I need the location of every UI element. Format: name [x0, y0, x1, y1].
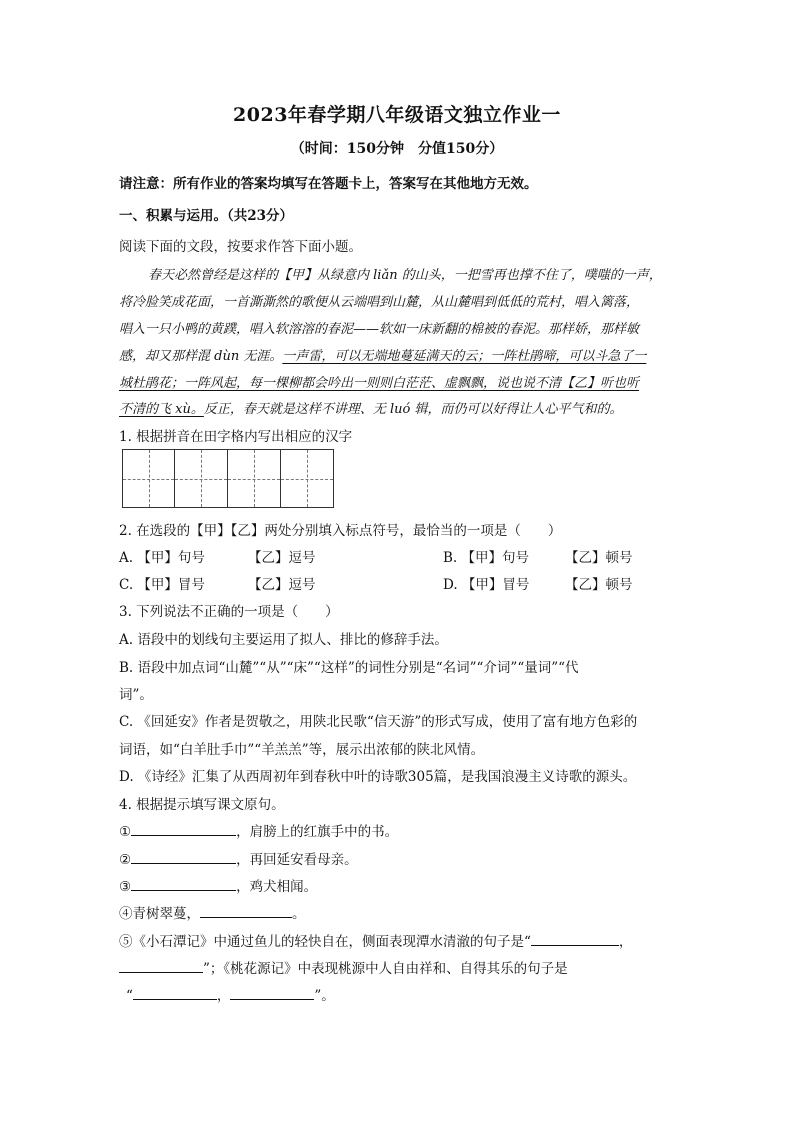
question-4: 4. 根据提示填写课文原句。: [119, 797, 285, 813]
instruction: 阅读下面的文段，按要求作答下面小题。: [119, 239, 362, 255]
q3-option-d[interactable]: D. 《诗经》汇集了从西周初年到春秋中叶的诗歌305篇，是我国浪漫主义诗歌的源头。: [119, 769, 637, 785]
q3-option-b-cont: 词”。: [119, 687, 153, 703]
q4-item-text: ④青树翠蔓，: [119, 906, 200, 922]
q4-item-text: ⑤《小石潭记》中通过鱼儿的轻快自在，侧面表现潭水清澈的句子是“: [119, 934, 531, 950]
passage-text: 反正，春天就是这样不讲理、无 luó 辑，而仍可以好得让人心平气和的。: [203, 402, 623, 417]
passage-text: 感，却又那样混 dùn 无涯。: [119, 349, 283, 364]
q4-item-5-cont: [119, 957, 568, 977]
q2-option-a-2: 【乙】逗号: [248, 550, 316, 566]
answer-blank[interactable]: [200, 903, 292, 918]
q2-option-c-2: 【乙】逗号: [248, 577, 316, 593]
answer-blank[interactable]: [230, 985, 314, 1000]
answer-blank[interactable]: [131, 849, 236, 864]
q3-option-c[interactable]: C. 《回延安》作者是贺敬之，用陕北民歌“信天游”的形式写成，使用了富有地方色彩的: [119, 714, 638, 730]
q4-item-5: [119, 930, 632, 950]
q4-item-text: ，肩膀上的红旗手中的书。: [236, 824, 399, 840]
page-title: 2023年春学期八年级语文独立作业一: [233, 104, 561, 126]
q4-item-3: ③ ，鸡犬相闻。: [119, 875, 317, 895]
q3-option-c-cont: 词语，如“白羊肚手巾”“羊羔羔”等，展示出浓郁的陕北风情。: [119, 742, 485, 758]
q4-item-2: ② ，再回延安看母亲。: [119, 848, 358, 868]
q4-item-5-end: [126, 984, 335, 1004]
tianzige-cell[interactable]: [122, 449, 175, 508]
q4-item-text: ，鸡犬相闻。: [236, 879, 318, 895]
q2-option-b[interactable]: B. 【甲】句号: [443, 550, 530, 566]
underlined-sentence-end: 不清的飞 xù。: [119, 402, 204, 417]
q2-option-a[interactable]: A. 【甲】句号: [119, 550, 205, 566]
passage-line-2: 将冷脸笑成花面，一首澌澌然的歌便从云端唱到山麓，从山麓唱到低低的荒村，唱入篱落，: [119, 295, 640, 310]
q2-option-b-2: 【乙】顿号: [565, 550, 633, 566]
tianzige-cell[interactable]: [228, 449, 281, 508]
answer-blank[interactable]: [131, 876, 236, 891]
tianzige-grid: [122, 449, 334, 508]
q2-option-c[interactable]: C. 【甲】冒号: [119, 577, 205, 593]
q4-item-4: [119, 902, 306, 922]
passage-line-5: 城杜鹃花；一阵风起，每一棵柳都会吟出一则则白茫茫、虚飘飘，说也说不清【乙】听也听: [119, 376, 640, 391]
page-subtitle: （时间：150分钟 分值150分）: [290, 141, 504, 157]
tianzige-cell[interactable]: [281, 449, 334, 508]
q2-option-d[interactable]: D. 【甲】冒号: [443, 577, 530, 593]
q4-item-text: 。: [292, 906, 306, 922]
question-3: 3. 下列说法不正确的一项是（ ）: [119, 604, 339, 620]
section-heading: 一、积累与运用。（共23分）: [119, 208, 294, 224]
q4-item-text: ，再回延安看母亲。: [236, 852, 358, 868]
passage-line-3: 唱入一只小鸭的黄蹼，唱入软溶溶的春泥——软如一床新翻的棉被的春泥。那样娇，那样敏: [119, 322, 640, 337]
q4-item-text: ，: [618, 934, 633, 950]
question-1: 1. 根据拼音在田字格内写出相应的汉字: [119, 429, 353, 445]
underlined-sentence: 一声雷，可以无端地蔓延满天的云；一阵杜鹃啼，可以斗急了一: [282, 349, 647, 364]
answer-blank[interactable]: [131, 821, 236, 836]
q3-option-a[interactable]: A. 语段中的划线句主要运用了拟人、排比的修辞手法。: [119, 632, 448, 648]
question-2: 2. 在选段的【甲】【乙】两处分别填入标点符号，最恰当的一项是（ ）: [119, 523, 562, 539]
q4-item-text: ”。: [314, 988, 335, 1004]
notice: 请注意：所有作业的答案均填写在答题卡上，答案写在其他地方无效。: [119, 176, 538, 192]
passage-line-4: [119, 345, 679, 364]
q4-item-text: ，: [216, 988, 231, 1004]
q3-option-b[interactable]: B. 语段中加点词“山麓”“从”“床”“这样”的词性分别是“名词”“介词”“量词”“代: [119, 660, 579, 676]
answer-blank[interactable]: [531, 931, 619, 946]
q4-item-text: ”；《桃花源记》中表现桃源中人自由祥和、自得其乐的句子是: [203, 961, 568, 977]
q2-option-d-2: 【乙】顿号: [565, 577, 633, 593]
answer-blank[interactable]: [133, 985, 217, 1000]
q4-item-1: ① ，肩膀上的红旗手中的书。: [119, 820, 398, 840]
passage-line-6: [119, 398, 679, 417]
q4-item-text: “: [126, 988, 133, 1004]
passage-line-1: 春天必然曾经是这样的【甲】从绿意内 liǎn 的山头，一把雪再也撑不住了，噗嗤的一声，: [148, 268, 662, 283]
tianzige-cell[interactable]: [175, 449, 228, 508]
answer-blank[interactable]: [119, 958, 203, 973]
